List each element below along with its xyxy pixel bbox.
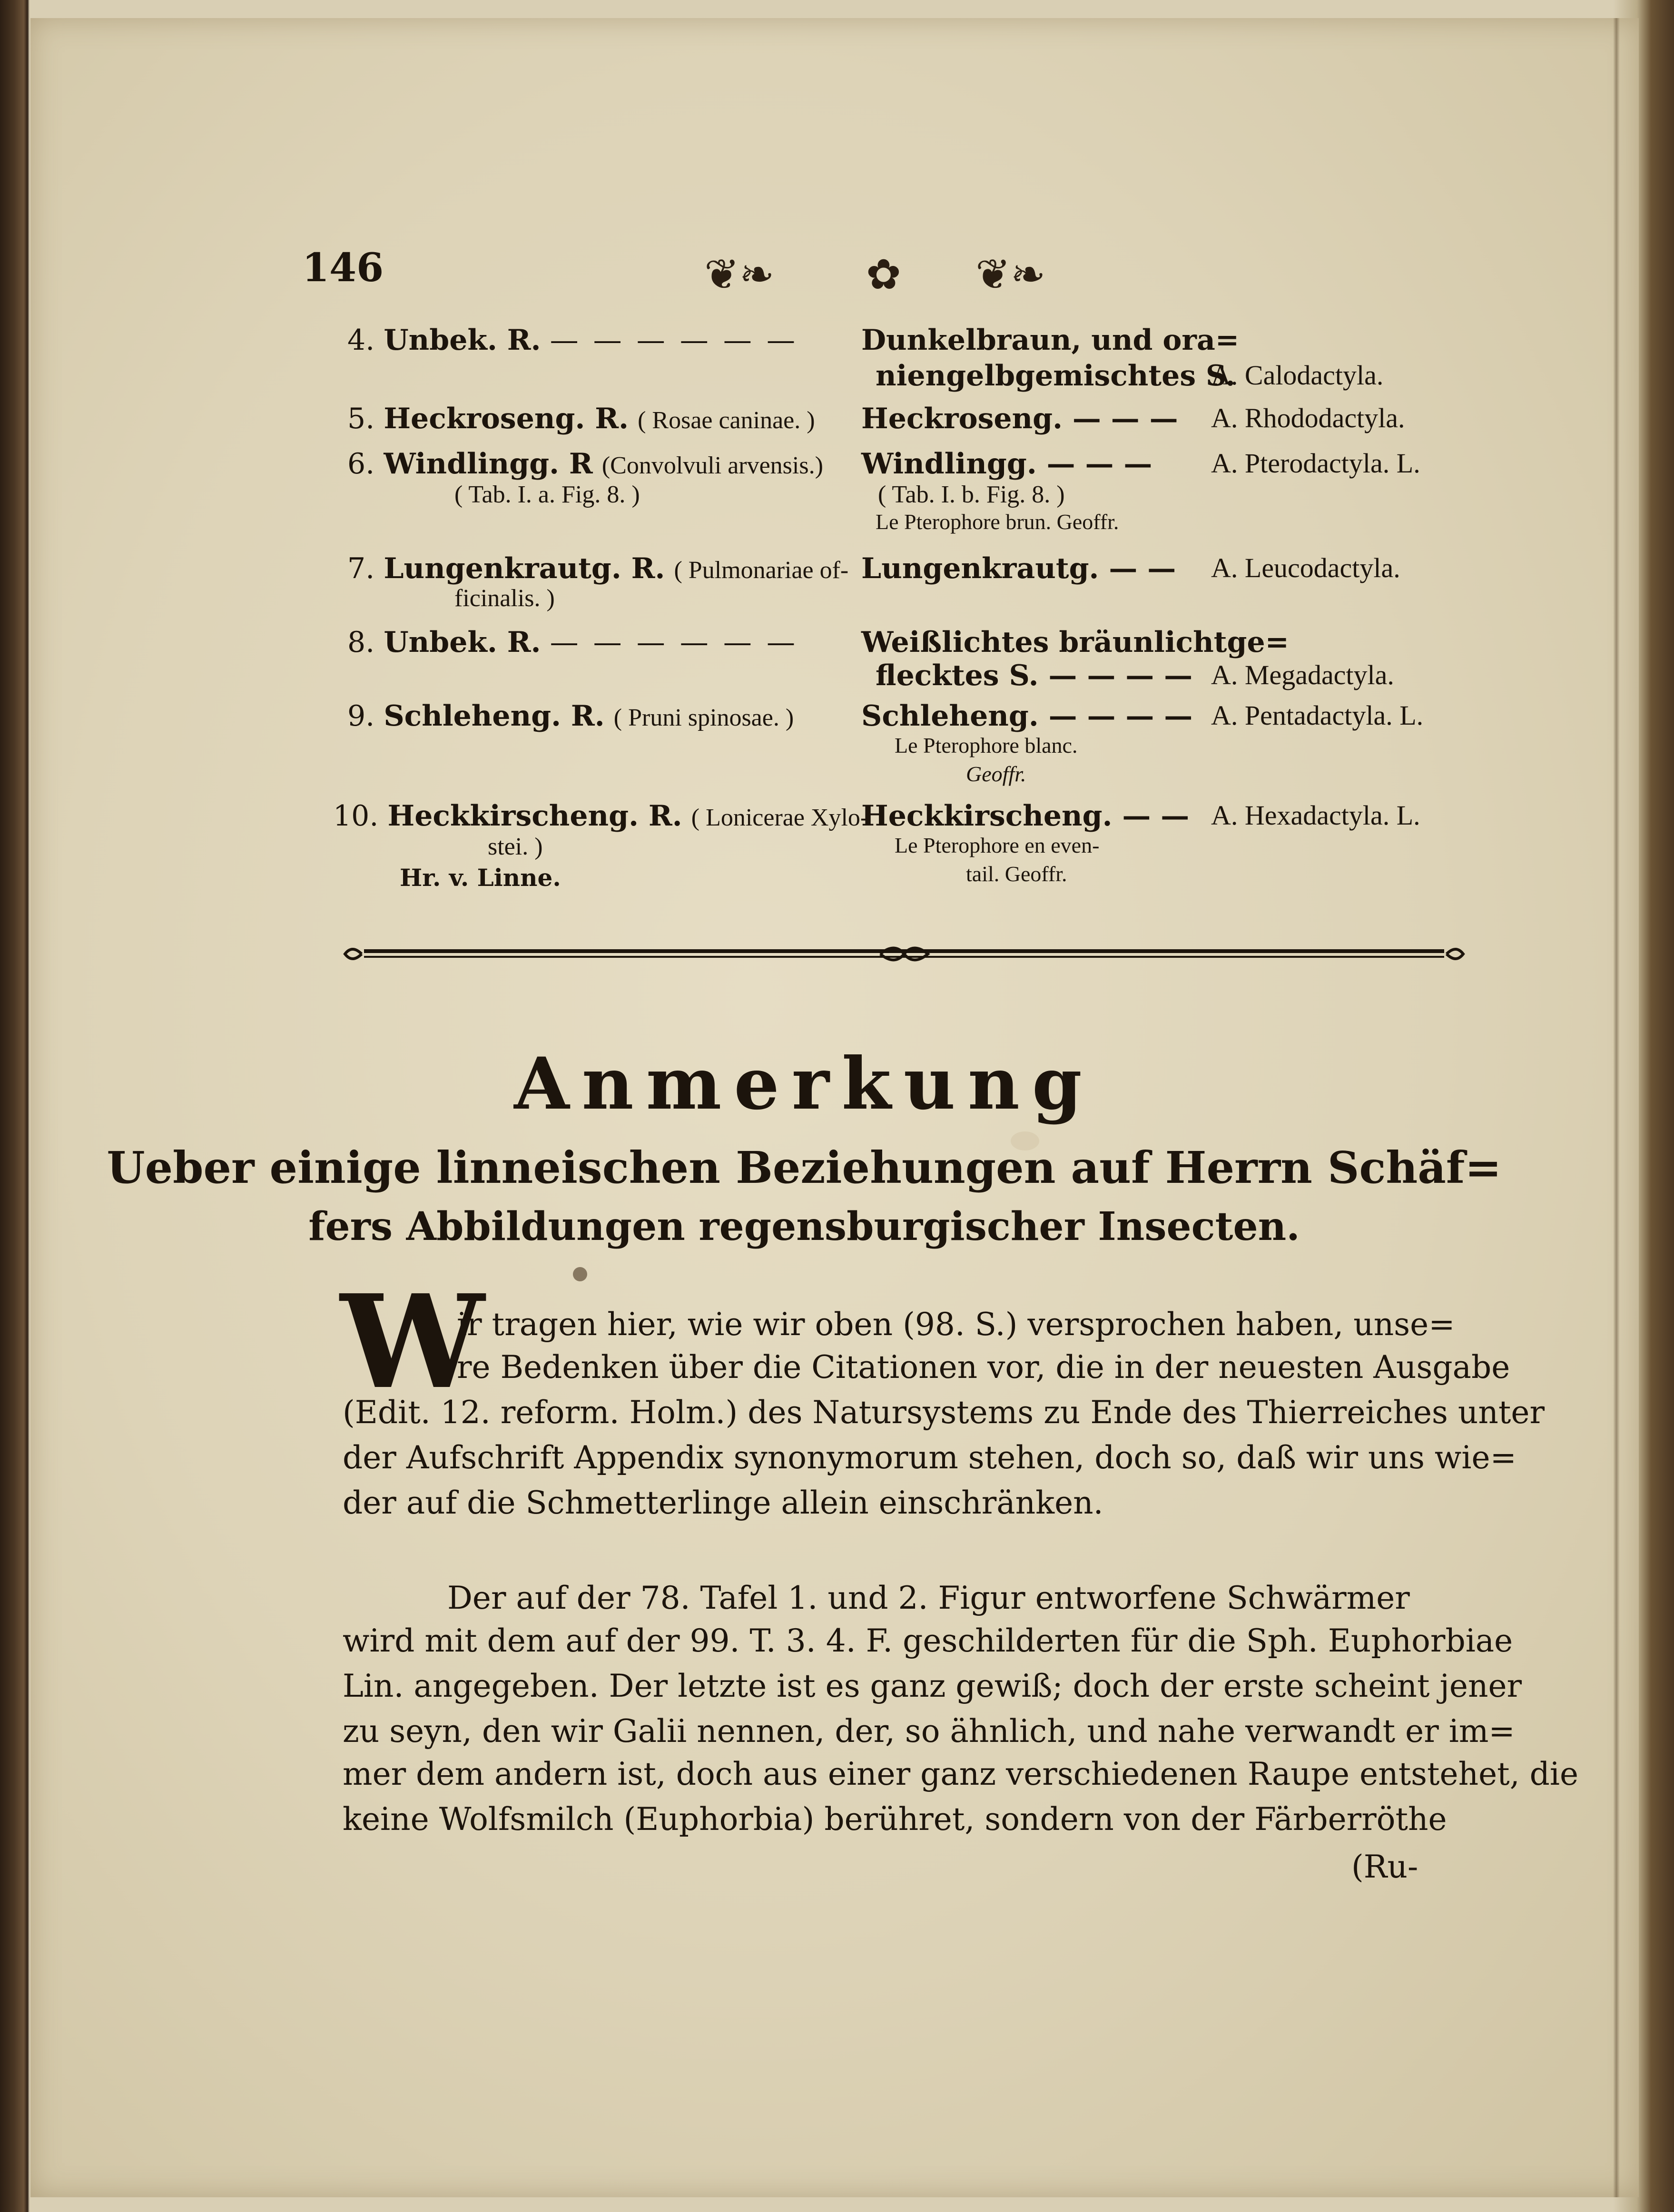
entry-10-left-line2: stei. ): [488, 833, 543, 860]
entry-6-species: A. Pterodactyla. L.: [1211, 448, 1420, 479]
entry-number: 6.: [347, 447, 375, 481]
catchword: (Ru-: [1351, 1848, 1418, 1885]
ornamental-rule: [343, 940, 1466, 968]
page-number: 146: [302, 245, 384, 291]
paragraph-1-line-2: re Bedenken über die Citationen vor, die in der neuesten Ausgabe: [457, 1349, 1510, 1386]
entry-larva-name: Lungenkrautg. R.: [384, 552, 665, 585]
entry-10-mid-3: tail. Geoffr.: [966, 862, 1067, 886]
header-ornament-left: ❦❧: [704, 250, 775, 299]
header-ornament-center: ✿: [866, 250, 901, 299]
entry-dash: — — — — — —: [550, 626, 798, 659]
ink-spot: [573, 1267, 587, 1281]
paragraph-2-line-6: keine Wolfsmilch (Euphorbia) berühret, sondern von der Färberröthe: [343, 1801, 1447, 1838]
entry-8-mid-1: Weißlichtes bräunlichtge=: [861, 626, 1289, 659]
entry-4-left: [347, 324, 798, 357]
paragraph-2-line-2: wird mit dem auf der 99. T. 3. 4. F. geschilderten für die Sph. Euphorbiae: [343, 1622, 1513, 1659]
entry-9-species: A. Pentadactyla. L.: [1211, 700, 1424, 731]
section-subtitle-line1: Ueber einige linneischen Beziehungen auf Herrn Schäf=: [107, 1142, 1502, 1193]
paragraph-1-line-4: der Aufschrift Appendix synonymorum stehen, doch so, daß wir uns wie=: [343, 1439, 1516, 1476]
entry-number: 5.: [347, 402, 375, 435]
entry-6-left-line2: ( Tab. I. a. Fig. 8. ): [454, 481, 640, 508]
entry-larva-name: Heckkirscheng. R.: [387, 799, 682, 833]
paragraph-2-line-5: mer dem andern ist, doch aus einer ganz verschiedenen Raupe entstehet, die: [343, 1756, 1579, 1792]
entry-9-mid-1: Schleheng. — — — —: [861, 699, 1193, 733]
entry-6-mid-3: Le Pterophore brun. Geoffr.: [876, 510, 1119, 534]
entry-dash: — — — — — —: [550, 324, 798, 357]
entry-5-left: [347, 402, 815, 435]
entry-larva-name: Unbek. R.: [384, 324, 541, 357]
entry-9-mid-3: Geoffr.: [966, 762, 1026, 786]
entry-4-species: A. Calodactyla.: [1211, 360, 1384, 391]
entry-larva-name: Unbek. R.: [384, 626, 541, 659]
entry-7-left-line2: ficinalis. ): [454, 585, 555, 612]
entry-larva-name: Schleheng. R.: [384, 699, 605, 733]
entry-4-mid-2: niengelbgemischtes S.: [876, 359, 1236, 393]
header-ornament-right: ❦❧: [975, 250, 1046, 299]
entry-10-left: [333, 799, 868, 833]
entry-9-mid-2: Le Pterophore blanc.: [895, 733, 1078, 757]
entry-plant-latin: ( Pulmonariae of-: [674, 557, 849, 584]
entry-number: 4.: [347, 324, 375, 357]
entry-7-species: A. Leucodactyla.: [1211, 552, 1400, 583]
entry-9-left: [347, 699, 794, 733]
entry-8-mid-2: flecktes S. — — — —: [876, 659, 1193, 692]
entry-number: 10.: [333, 799, 379, 833]
entry-plant-latin: ( Rosae caninae. ): [638, 407, 815, 434]
entry-5-species: A. Rhododactyla.: [1211, 403, 1405, 433]
entry-4-mid-1: Dunkelbraun, und ora=: [861, 324, 1240, 357]
paragraph-1-line-1: ir tragen hier, wie wir oben (98. S.) versprochen haben, unse=: [457, 1306, 1455, 1343]
entry-6-left: [347, 447, 823, 481]
paragraph-2-line-3: Lin. angegeben. Der letzte ist es ganz gewiß; doch der erste scheint jener: [343, 1668, 1522, 1704]
entry-10-mid-2: Le Pterophore en even-: [895, 833, 1100, 857]
entry-10-mid-1: Heckkirscheng. — —: [861, 799, 1190, 833]
paragraph-2-line-4: zu seyn, den wir Galii nennen, der, so ähnlich, und nahe verwandt er im=: [343, 1713, 1515, 1750]
entry-8-species: A. Megadactyla.: [1211, 659, 1394, 690]
drop-cap: W: [340, 1266, 485, 1417]
entry-plant-latin: ( Lonicerae Xylo-: [691, 804, 869, 831]
entry-larva-name: Windlingg. R: [384, 447, 593, 481]
entry-7-mid-1: Lungenkrautg. — —: [861, 552, 1176, 585]
section-title: Anmerkung: [514, 1042, 1094, 1126]
page-gutter-shadow: [1613, 18, 1620, 2197]
entry-number: 8.: [347, 626, 375, 659]
entry-plant-latin: ( Pruni spinosae. ): [613, 704, 794, 731]
paragraph-1-line-5: der auf die Schmetterlinge allein einschränken.: [343, 1484, 1103, 1521]
section-subtitle-line2: fers Abbildungen regensburgischer Insecten.: [308, 1204, 1300, 1249]
entry-number: 7.: [347, 552, 375, 585]
entry-5-mid-1: Heckroseng. — — —: [861, 402, 1178, 435]
paragraph-2-line-1: Der auf der 78. Tafel 1. und 2. Figur entworfene Schwärmer: [447, 1580, 1410, 1616]
entry-larva-name: Heckroseng. R.: [384, 402, 629, 435]
entry-6-mid-1: Windlingg. — — —: [861, 447, 1152, 481]
entry-10-species: A. Hexadactyla. L.: [1211, 800, 1420, 831]
entry-plant-latin: (Convolvuli arvensis.): [601, 452, 823, 479]
entry-8-left: [347, 626, 798, 659]
entry-7-left: [347, 552, 848, 585]
entry-number: 9.: [347, 699, 375, 733]
paragraph-1-line-3: (Edit. 12. reform. Holm.) des Natursystems zu Ende des Thierreiches unter: [343, 1394, 1545, 1431]
entry-6-mid-2: ( Tab. I. b. Fig. 8. ): [878, 481, 1065, 508]
entry-10-left-line3: Hr. v. Linne.: [400, 864, 561, 892]
